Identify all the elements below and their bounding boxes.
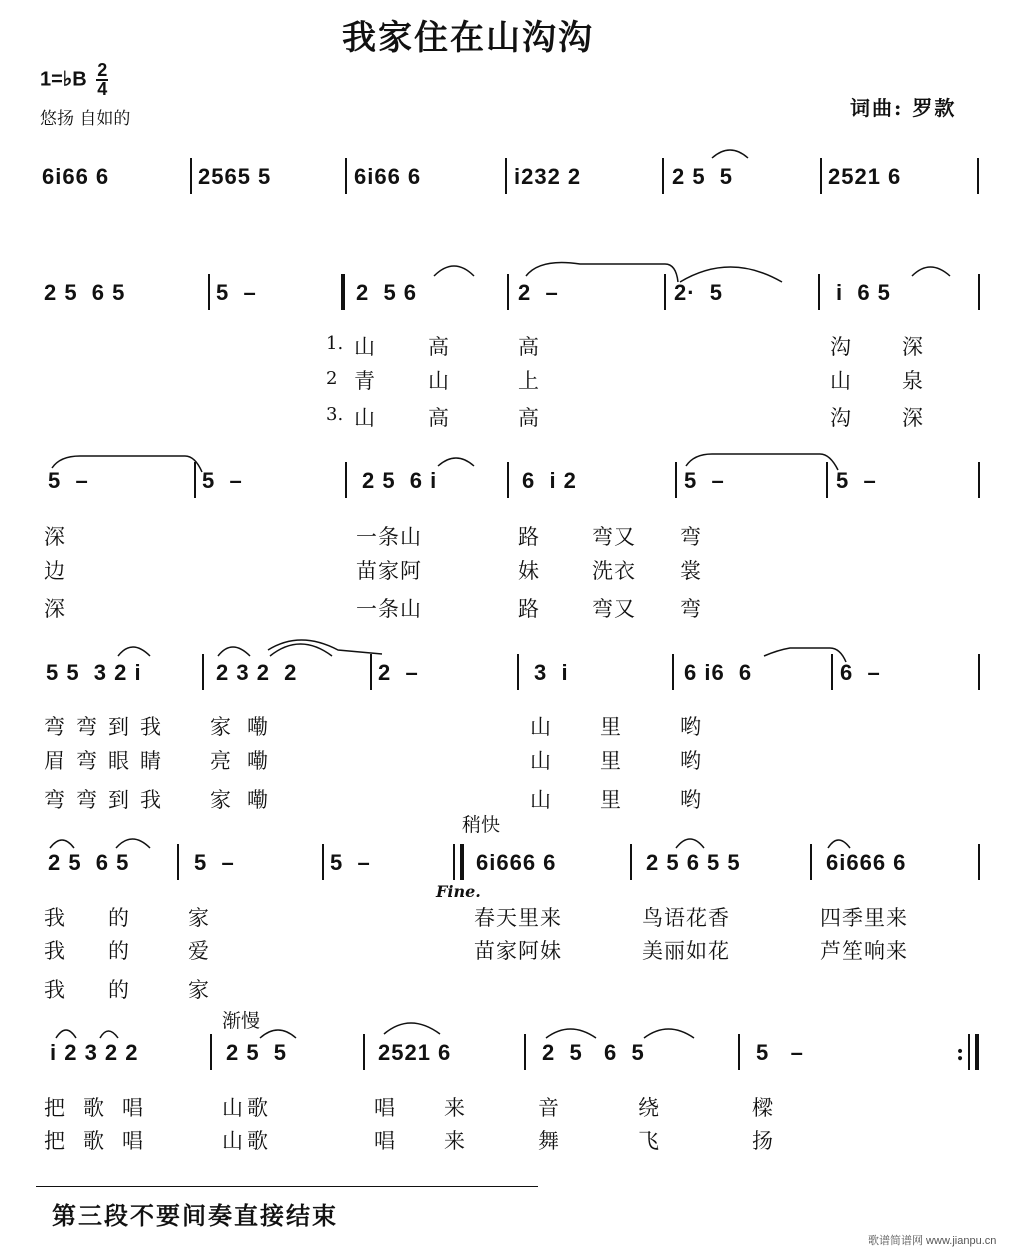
page-title: 我家住在山沟沟 [342,18,594,58]
measure: 5 – [202,468,243,493]
time-signature-top: 2 [97,60,108,80]
lyric: 洗衣 [592,559,636,583]
slur [384,1023,440,1034]
lyric: 高 [518,406,540,430]
lyric: 樑 [752,1096,774,1120]
key-label: 1=♭B [40,68,87,91]
lyric: 弯 [680,525,702,549]
lyric: 扬 [752,1129,774,1153]
fine-mark: Fine. [436,882,481,901]
measure: 2565 5 [198,164,272,189]
slur [438,458,474,466]
tie [686,454,838,470]
measure: 2 5 5 [672,164,734,189]
lyric: 苗家阿 [356,559,422,583]
lyric: 绕 [638,1096,660,1120]
measure: 2 5 6 [356,280,418,305]
time-signature-bottom: 4 [97,79,108,99]
footer-divider [36,1186,538,1187]
measure: 5 – [48,468,89,493]
lyric: 高 [518,335,540,359]
lyric: 的 [108,939,130,963]
lyric: 裳 [680,559,702,583]
tie [764,648,846,662]
lyric: 亮嘞 [210,749,284,773]
lyric: 深 [44,525,66,549]
slur [712,150,748,158]
lyric: 山 [354,335,376,359]
measure: 5 – [330,850,371,875]
measure: 6i666 6 [476,850,557,875]
lyric: 高 [428,406,450,430]
footer-note: 第三段不要间奏直接结束 [52,1201,338,1230]
lyric: 弯弯到我 [44,788,172,812]
slur [270,644,332,656]
measure: 3 i [534,660,569,685]
lyric: 山 [428,369,450,393]
lyric: 的 [108,906,130,930]
lyric: 泉 [902,369,924,393]
verse-number: 1. [326,333,344,354]
tie [526,263,678,283]
lyric: 一条山 [356,525,422,549]
lyric: 山 [530,788,552,812]
measure: 5 – [684,468,725,493]
tie [680,267,782,282]
lyric: 把歌唱 [44,1096,161,1120]
lyric: 妹 [518,559,540,583]
lyric: 的 [108,978,130,1002]
measure: 6 i 2 [522,468,577,493]
lyric: 唱 [374,1129,396,1153]
slur [116,839,150,848]
lyric: 舞 [538,1129,560,1153]
lyric: 沟 [830,406,852,430]
tempo-mark: 渐慢 [222,1010,261,1032]
slur [434,266,474,276]
lyric: 我 [44,978,66,1002]
lyric: 里 [600,749,622,773]
measure: 2 5 6 i [362,468,438,493]
measure: i 6 5 [836,280,891,305]
verse-number: 2 [326,368,338,389]
slur [546,1029,596,1038]
lyric: 音 [538,1096,560,1120]
measure: 5 – [194,850,235,875]
lyric: 路 [518,597,540,621]
lyric: 路 [518,525,540,549]
lyric: 深 [902,406,924,430]
measure: 2 5 6 5 5 [646,850,741,875]
lyric: 高 [428,335,450,359]
lyric: 山 [530,749,552,773]
lyric: 深 [902,335,924,359]
measure: 5 – [836,468,877,493]
lyric: 春天里来 [474,906,562,930]
credit-line: 词曲: 罗款 [850,96,957,120]
measure: 6 i6 6 [684,660,753,685]
measure: 5 – [756,1040,804,1065]
lyric: 哟 [680,715,702,739]
measure: i 2 3 2 2 [50,1040,139,1065]
lyric: 苗家阿妹 [474,939,562,963]
measure: 2 5 6 5 [48,850,130,875]
lyric: 弯弯到我 [44,715,172,739]
measure: 5 5 3 2 i [46,660,142,685]
repeat-dots: : [956,1040,965,1066]
measure: i232 2 [514,164,582,189]
lyric: 芦笙响来 [820,939,908,963]
slur [644,1029,694,1038]
lyric: 鸟语花香 [642,906,730,930]
measure: 6i66 6 [354,164,422,189]
lyric: 四季里来 [820,906,908,930]
lyric: 山 [830,369,852,393]
measure: 2· 5 [674,280,724,305]
slur [676,839,704,848]
lyric: 家嘞 [210,788,284,812]
lyric: 唱 [374,1096,396,1120]
lyric: 上 [518,369,540,393]
measure: 2 5 6 5 [542,1040,645,1065]
lyric: 青 [354,369,376,393]
lyric: 山 [530,715,552,739]
lyric: 里 [600,788,622,812]
measure: 2521 6 [828,164,902,189]
measure: 2 5 6 5 [44,280,126,305]
measure: 2 5 5 [226,1040,288,1065]
measure: 2521 6 [378,1040,452,1065]
measure: 6 – [840,660,881,685]
measure: 6i66 6 [42,164,110,189]
lyric: 边 [44,559,66,583]
lyric: 来 [444,1096,466,1120]
slur [218,647,250,656]
measure: 6i666 6 [826,850,907,875]
measure: 2 – [378,660,419,685]
lyric: 眉弯眼睛 [44,749,172,773]
measure: 2 – [518,280,559,305]
tempo-mark: 稍快 [462,814,501,836]
measure: 5 – [216,280,257,305]
watermark: 歌谱简谱网 www.jianpu.cn [868,1235,997,1247]
lyric: 深 [44,597,66,621]
lyric: 山歌 [222,1096,272,1120]
lyric: 我 [44,939,66,963]
lyric: 爱 [188,939,210,963]
lyric: 沟 [830,335,852,359]
slur [912,267,950,276]
slur [828,840,850,848]
expression-mark: 悠扬 自如的 [40,109,131,129]
lyric: 哟 [680,788,702,812]
lyric: 山 [354,406,376,430]
slur [56,1030,76,1038]
lyric: 弯又 [592,597,636,621]
measure: 2 3 2 2 [216,660,298,685]
lyric: 飞 [638,1129,660,1153]
lyric: 我 [44,906,66,930]
lyric: 美丽如花 [642,939,730,963]
lyric: 来 [444,1129,466,1153]
lyric: 家 [188,978,210,1002]
verse-number: 3. [326,404,344,425]
lyric: 家嘞 [210,715,284,739]
lyric: 弯 [680,597,702,621]
lyric: 把歌唱 [44,1129,161,1153]
lyric: 哟 [680,749,702,773]
slur [118,647,150,656]
tie [52,456,202,472]
lyric: 里 [600,715,622,739]
lyric: 山歌 [222,1129,272,1153]
lyric: 家 [188,906,210,930]
slur [50,840,74,848]
lyric: 一条山 [356,597,422,621]
lyric: 弯又 [592,525,636,549]
slur [260,1030,296,1038]
slur [100,1031,118,1038]
